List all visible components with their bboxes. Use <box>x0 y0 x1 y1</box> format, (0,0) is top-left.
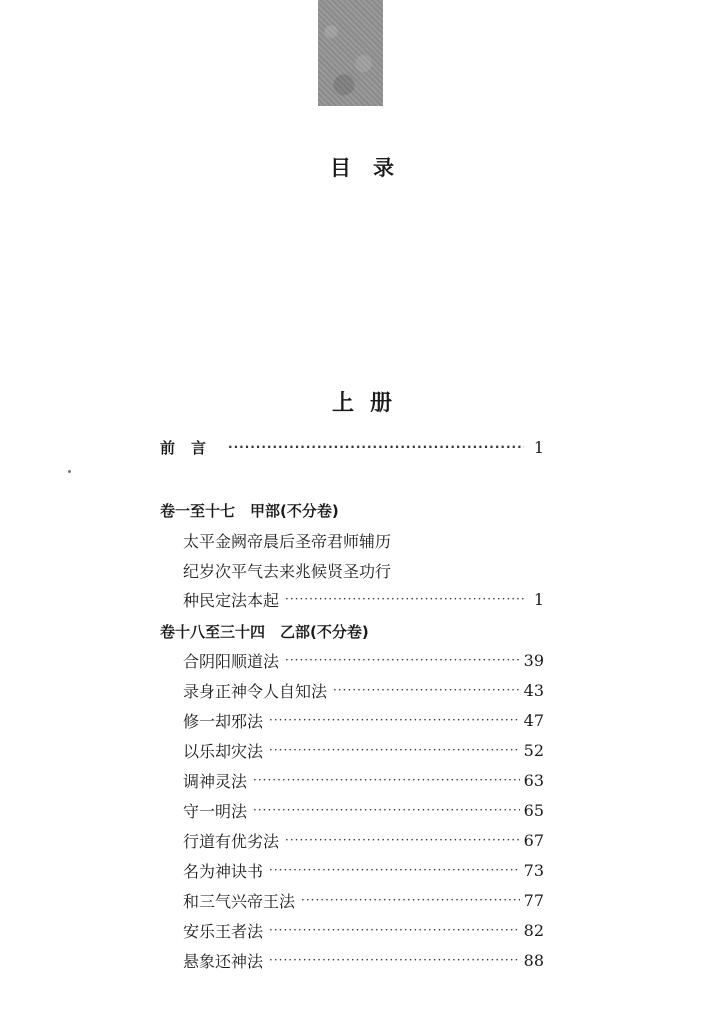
leader-dots <box>269 706 520 734</box>
leader-dots <box>333 676 520 704</box>
toc-entry-label: 合阴阳顺道法 <box>183 651 280 671</box>
toc-entry[interactable] <box>183 556 544 584</box>
leader-dots <box>269 916 520 944</box>
leader-dots <box>253 796 520 824</box>
toc-entry-label: 以乐却灾法 <box>183 741 264 761</box>
toc-entry[interactable] <box>183 886 544 914</box>
leader-dots <box>301 886 520 914</box>
toc-entry-label: 悬象还神法 <box>183 951 264 971</box>
leader-dots <box>285 585 524 613</box>
toc-entry-label: 和三气兴帝王法 <box>183 891 296 911</box>
toc-entry[interactable] <box>183 706 544 734</box>
scan-speck <box>68 470 71 473</box>
header-ornament-image <box>318 0 383 106</box>
toc-entry-page: 43 <box>523 680 544 700</box>
toc-entry-page: 52 <box>523 740 544 760</box>
toc-entry[interactable] <box>183 766 544 794</box>
toc-entry-page: 73 <box>523 860 544 880</box>
toc-entry-page: 1 <box>533 437 544 457</box>
toc-entry-label: 前言 <box>160 438 223 457</box>
toc-entry-label: 太平金阙帝晨后圣帝君师辅历 <box>183 531 392 551</box>
toc-entry-page: 65 <box>523 800 544 820</box>
volume-title: 上册 <box>331 390 408 416</box>
leader-dots <box>285 826 520 854</box>
toc-entry-page: 1 <box>533 589 544 609</box>
toc-entry-label: 录身正神令人自知法 <box>183 681 328 701</box>
toc-entry[interactable] <box>183 856 544 884</box>
toc-entry-page: 77 <box>523 890 544 910</box>
toc-entry-label: 修一却邪法 <box>183 711 264 731</box>
toc-entry[interactable] <box>183 646 544 674</box>
toc-entry[interactable] <box>183 796 544 824</box>
toc-entry-page: 82 <box>523 920 544 940</box>
leader-dots <box>269 946 520 974</box>
toc-entry[interactable] <box>183 676 544 704</box>
toc-entry[interactable] <box>183 946 544 974</box>
leader-dots <box>269 856 520 884</box>
toc-entry[interactable] <box>183 526 544 554</box>
toc-entry-label: 名为神诀书 <box>183 861 264 881</box>
leader-dots <box>228 433 524 461</box>
toc-entry-page: 47 <box>523 710 544 730</box>
toc-section-heading: 卷十八至三十四 乙部(不分卷) <box>160 622 369 641</box>
toc-entry-preface[interactable] <box>160 433 544 461</box>
toc-entry-page: 88 <box>523 950 544 970</box>
toc-entry[interactable] <box>183 916 544 944</box>
toc-entry-page: 63 <box>523 770 544 790</box>
toc-entry-label: 调神灵法 <box>183 771 248 791</box>
toc-entry[interactable] <box>183 736 544 764</box>
toc-entry-label: 守一明法 <box>183 801 248 821</box>
toc-entry-label: 纪岁次平气去来兆候贤圣功行 <box>183 561 392 581</box>
toc-section-heading: 卷一至十七 甲部(不分卷) <box>160 501 339 520</box>
leader-dots <box>253 766 520 794</box>
toc-entry-label: 种民定法本起 <box>183 590 280 610</box>
leader-dots <box>285 646 520 674</box>
toc-entry[interactable] <box>183 585 544 613</box>
page-title: 目录 <box>330 156 416 180</box>
toc-entry-page: 39 <box>523 650 544 670</box>
leader-dots <box>269 736 520 764</box>
toc-entry-label: 行道有优劣法 <box>183 831 280 851</box>
toc-entry-label: 安乐王者法 <box>183 921 264 941</box>
toc-entry-page: 67 <box>523 830 544 850</box>
toc-entry[interactable] <box>183 826 544 854</box>
